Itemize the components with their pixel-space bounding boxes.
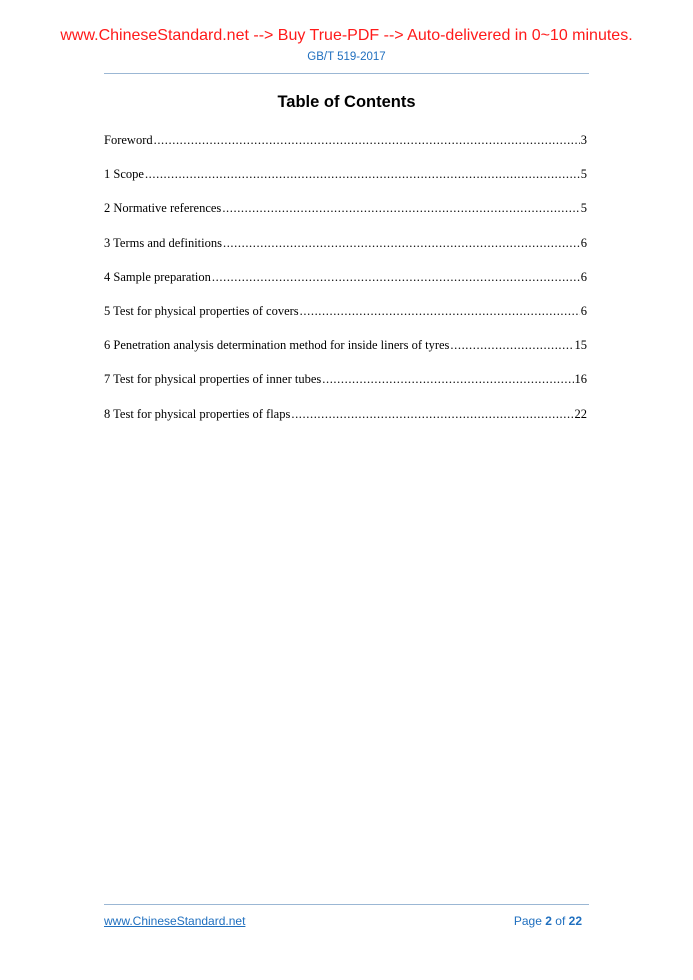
toc-entry-penetration-analysis[interactable]: [104, 337, 587, 371]
toc-entry-page: 5: [580, 201, 587, 216]
toc-entry-page: 6: [580, 303, 587, 318]
toc-entry-label: 3 Terms and definitions: [104, 235, 222, 250]
toc-dot-leader: [222, 200, 579, 217]
table-of-contents: [104, 132, 587, 440]
promo-banner: www.ChineseStandard.net --> Buy True-PDF --> Auto-delivered in 0~10 minutes.: [60, 27, 633, 44]
toc-dot-leader: [154, 132, 580, 149]
toc-entry-label: 4 Sample preparation: [104, 269, 211, 284]
toc-entry-flaps-test[interactable]: [104, 406, 587, 440]
toc-entry-page: 15: [574, 338, 587, 353]
toc-dot-leader: [223, 235, 580, 252]
toc-entry-label: 1 Scope: [104, 167, 144, 182]
footer-divider: [104, 904, 589, 905]
header-divider: [104, 73, 589, 74]
footer-website-link[interactable]: www.ChineseStandard.net: [104, 914, 246, 928]
toc-entry-sample-preparation[interactable]: [104, 269, 587, 303]
toc-dot-leader: [450, 337, 573, 354]
toc-entry-page: 22: [574, 406, 587, 421]
toc-entry-scope[interactable]: [104, 166, 587, 200]
toc-entry-label: 8 Test for physical properties of flaps: [104, 406, 291, 421]
toc-entry-inner-tubes-test[interactable]: [104, 371, 587, 405]
toc-entry-foreword[interactable]: [104, 132, 587, 166]
of-word: of: [555, 914, 566, 928]
total-pages-number: 22: [568, 914, 582, 928]
toc-dot-leader: [322, 371, 573, 388]
toc-dot-leader: [291, 406, 573, 423]
toc-entry-covers-test[interactable]: [104, 303, 587, 337]
toc-entry-label: 5 Test for physical properties of covers: [104, 303, 299, 318]
toc-entry-label: 7 Test for physical properties of inner tubes: [104, 372, 322, 387]
toc-entry-page: 5: [580, 167, 587, 182]
toc-entry-page: 16: [574, 372, 587, 387]
toc-dot-leader: [300, 303, 580, 320]
toc-dot-leader: [212, 269, 580, 286]
page-indicator: [514, 914, 582, 928]
toc-entry-page: 3: [580, 133, 587, 147]
toc-entry-label: 6 Penetration analysis determination method for inside liners of tyres: [104, 338, 450, 353]
toc-entry-page: 6: [580, 235, 587, 250]
toc-entry-label: Foreword: [104, 133, 153, 147]
page-word: Page: [513, 914, 542, 928]
toc-dot-leader: [145, 166, 580, 183]
toc-entry-normative-references[interactable]: [104, 200, 587, 234]
standard-code: GB/T 519-2017: [307, 51, 386, 63]
toc-entry-page: 6: [580, 269, 587, 284]
current-page-number: 2: [545, 914, 552, 928]
toc-title: Table of Contents: [277, 93, 416, 111]
toc-entry-label: 2 Normative references: [104, 201, 222, 216]
toc-entry-terms-and-definitions[interactable]: [104, 235, 587, 269]
